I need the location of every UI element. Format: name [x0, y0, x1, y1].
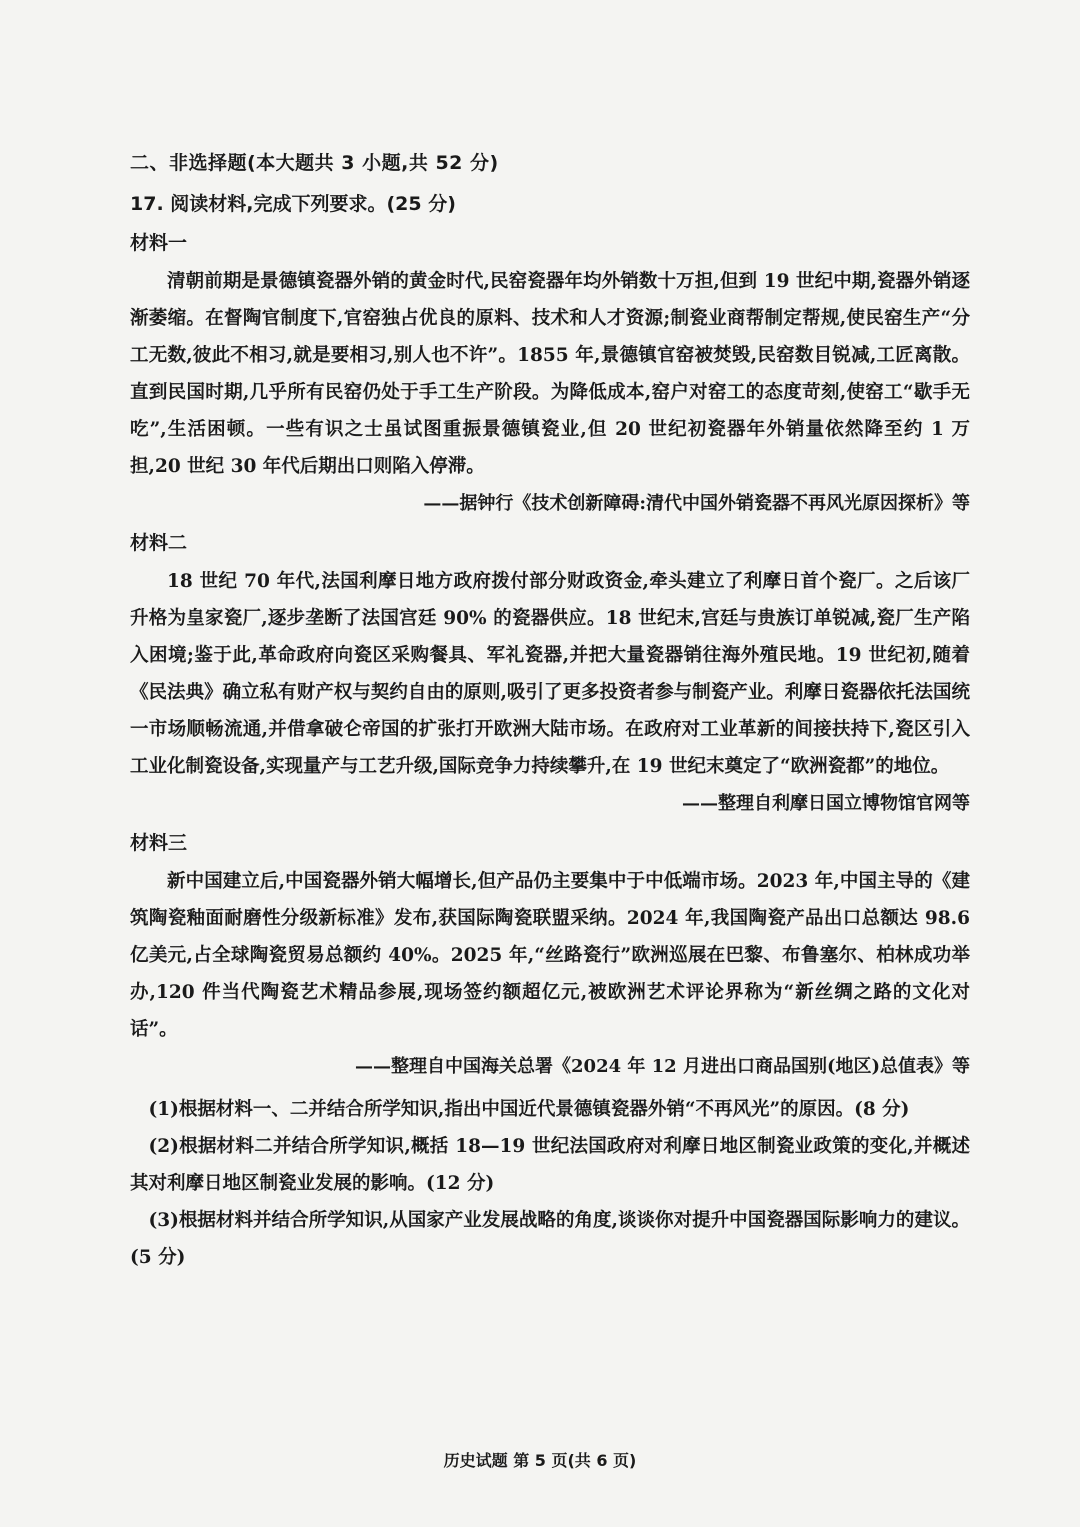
material-3	[130, 828, 970, 1085]
question-title: 17. 阅读材料,完成下列要求。(25 分)	[130, 193, 456, 215]
sub-question-1: (1)根据材料一、二并结合所学知识,指出中国近代景德镇瓷器外销“不再风光”的原因。(8 分)	[148, 1099, 910, 1120]
material-source: ——整理自中国海关总署《2024 年 12 月进出口商品国别(地区)总值表》等	[355, 1056, 970, 1077]
material-title: 材料二	[130, 532, 188, 554]
material-source: ——整理自利摩日国立博物馆官网等	[682, 793, 970, 814]
material-2	[130, 528, 970, 822]
material-source: ——据钟行《技术创新障碍:清代中国外销瓷器不再风光原因探析》等	[423, 493, 970, 514]
material-body: 清朝前期是景德镇瓷器外销的黄金时代,民窑瓷器年均外销数十万担,但到 19 世纪中期,瓷器外销逐渐萎缩。在督陶官制度下,官窑独占优良的原料、技术和人才资源;制瓷业商帮制定帮规,使民窑生产“分工无数,彼此不相习,就是要相习,别人也不许”。1855 年,景德镇官窑被焚毁,民窑数目锐减,工匠离散。直到民国时期,几乎所有民窑仍处于手工生产阶段。为降低成本,窑户对窑工的态度苛刻,使窑工“歇手无吃”,生活困顿。一些有识之士虽试图重振景德镇瓷业,但 20 世纪初瓷器年外销量依然降至约 1 万担,20 世纪 30 年代后期出口则陷入停滞。	[130, 271, 970, 477]
sub-questions	[130, 1091, 970, 1276]
exam-content	[130, 148, 970, 1276]
material-body: 18 世纪 70 年代,法国利摩日地方政府拨付部分财政资金,牵头建立了利摩日首个瓷厂。之后该厂升格为皇家瓷厂,逐步垄断了法国宫廷 90% 的瓷器供应。18 世纪末,宫廷与贵族订单锐减,瓷厂生产陷入困境;鉴于此,革命政府向瓷区采购餐具、军礼瓷器,并把大量瓷器销往海外殖民地。19 世纪初,随着《民法典》确立私有财产权与契约自由的原则,吸引了更多投资者参与制瓷产业。利摩日瓷器依托法国统一市场顺畅流通,并借拿破仑帝国的扩张打开欧洲大陆市场。在政府对工业革新的间接扶持下,瓷区引入工业化制瓷设备,实现量产与工艺升级,国际竞争力持续攀升,在 19 世纪末奠定了“欧洲瓷都”的地位。	[130, 571, 970, 777]
material-title: 材料三	[130, 832, 188, 854]
material-body: 新中国建立后,中国瓷器外销大幅增长,但产品仍主要集中于中低端市场。2023 年,中国主导的《建筑陶瓷釉面耐磨性分级新标准》发布,获国际陶瓷联盟采纳。2024 年,我国陶瓷产品出口总额达 98.6 亿美元,占全球陶瓷贸易总额约 40%。2025 年,“丝路瓷行”欧洲巡展在巴黎、布鲁塞尔、柏林成功举办,120 件当代陶瓷艺术精品参展,现场签约额超亿元,被欧洲艺术评论界称为“新丝绸之路的文化对话”。	[130, 871, 970, 1040]
sub-question-3: (3)根据材料并结合所学知识,从国家产业发展战略的角度,谈谈你对提升中国瓷器国际影响力的建议。(5 分)	[130, 1210, 970, 1268]
sub-question-2: (2)根据材料二并结合所学知识,概括 18—19 世纪法国政府对利摩日地区制瓷业政策的变化,并概述其对利摩日地区制瓷业发展的影响。(12 分)	[130, 1136, 970, 1194]
section-title: 二、非选择题(本大题共 3 小题,共 52 分)	[130, 152, 499, 174]
material-1	[130, 228, 970, 522]
material-title: 材料一	[130, 232, 188, 254]
page-footer: 历史试题 第 5 页(共 6 页)	[443, 1451, 637, 1470]
